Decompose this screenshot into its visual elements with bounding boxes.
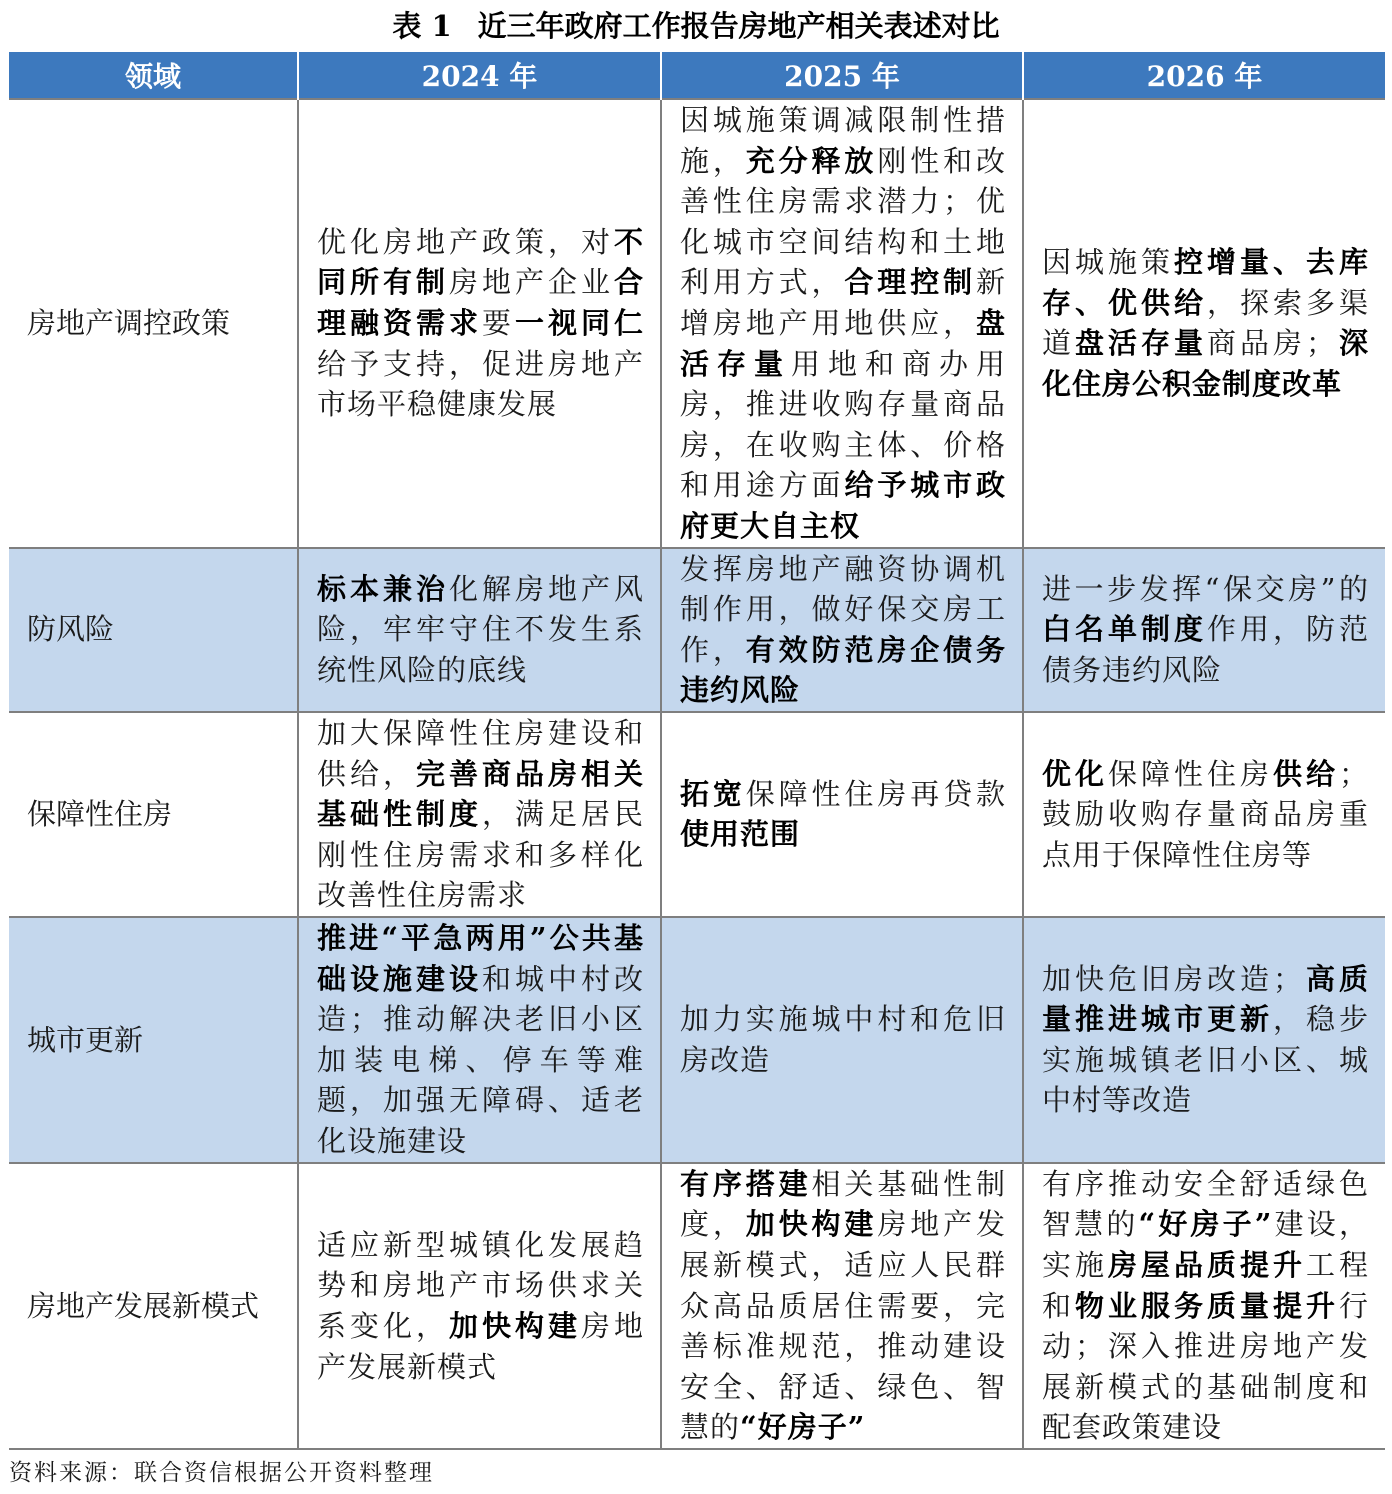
emphasized-text: 标本兼治 — [317, 571, 449, 606]
cell-2024 — [298, 1163, 661, 1449]
cell-2025 — [661, 99, 1023, 548]
cell-text: 保障性住房再贷款 — [745, 776, 1006, 811]
emphasized-text: 拓宽 — [680, 776, 746, 811]
table-title — [0, 4, 1392, 48]
table-row — [9, 548, 1385, 712]
cell-text: ，探索多渠道 — [1042, 285, 1369, 361]
cell-text: ，满足居民刚性住房需求和多样化改善性住房需求 — [317, 797, 644, 913]
cell-2025 — [661, 917, 1023, 1163]
cell-text: 有序推动安全舒适绿色智慧的 — [1042, 1166, 1369, 1242]
emphasized-text: “好房子” — [740, 1410, 866, 1445]
cell-text: 因城施策 — [1042, 245, 1174, 280]
cell-2026 — [1023, 99, 1385, 548]
emphasized-text: 一视同仁 — [514, 305, 644, 340]
emphasized-text: 给予城市政府更大自主权 — [680, 468, 1006, 543]
cell-text: ，稳步实施城镇老旧小区、城中村等改造 — [1042, 1002, 1369, 1118]
cell-2026 — [1023, 548, 1385, 712]
cell-text: 化解房地产风险，牢牢守住不发生系统性风险的底线 — [317, 571, 644, 688]
domain-cell: 房地产发展新模式 — [9, 1163, 298, 1449]
emphasized-text: 房屋品质提升 — [1108, 1248, 1306, 1283]
cell-text: 和城中村改造；推动解决老旧小区加装电梯、停车等难题，加强无障碍、适老化设施建设 — [317, 961, 644, 1159]
domain-cell: 房地产调控政策 — [9, 99, 298, 548]
table-row — [9, 1163, 1385, 1449]
cell-2024 — [298, 917, 661, 1163]
cell-text: 用地和商办用房，推进收购存量商品房，在收购主体、价格和用途方面 — [680, 346, 1006, 503]
header-2024: 2024 年 — [298, 52, 661, 99]
emphasized-text: 盘活存量 — [1075, 326, 1207, 361]
cell-text: 优化房地产政策，对 — [317, 224, 614, 259]
header-row — [9, 52, 1385, 99]
emphasized-text: 充分释放 — [745, 143, 878, 178]
emphasized-text: 高质量推进城市更新 — [1042, 961, 1369, 1037]
cell-text: 加大保障性住房建设和供给， — [317, 715, 644, 791]
cell-2026 — [1023, 1163, 1385, 1449]
cell-2025 — [661, 712, 1023, 917]
table-caption: 近三年政府工作报告房地产相关表述对比 — [477, 9, 1000, 43]
emphasized-text: 深化住房公积金制度改革 — [1042, 326, 1369, 401]
emphasized-text: 合理融资需求 — [317, 265, 644, 340]
domain-cell: 防风险 — [9, 548, 298, 712]
comparison-table — [9, 52, 1385, 1450]
cell-2025 — [661, 548, 1023, 712]
emphasized-text: 有效防范房企债务违约风险 — [680, 632, 1006, 708]
cell-text: 房地产发展新模式，适应人民群众高品质居住需要，完善标准规范，推动建设安全、舒适、绿色、智慧的 — [680, 1207, 1006, 1445]
cell-2024 — [298, 712, 661, 917]
cell-2026 — [1023, 712, 1385, 917]
cell-text: 因城施策调减限制性措施， — [680, 103, 1006, 178]
cell-text: 作用，防范债务违约风险 — [1042, 612, 1369, 688]
source-note: 资料来源：联合资信根据公开资料整理 — [9, 1460, 434, 1486]
emphasized-text: 完善商品房相关基础性制度 — [317, 756, 644, 832]
table-number: 表 1 — [392, 9, 452, 43]
cell-text: 商品房； — [1206, 326, 1336, 361]
header-2025: 2025 年 — [661, 52, 1023, 99]
table-row — [9, 712, 1385, 917]
cell-text: 保障性住房 — [1108, 756, 1273, 791]
emphasized-text: 加快构建 — [745, 1207, 878, 1242]
cell-2025 — [661, 1163, 1023, 1449]
cell-text: 工程和 — [1042, 1248, 1369, 1323]
cell-text: 进一步发挥“保交房”的 — [1042, 571, 1369, 606]
cell-text: 给予支持，促进房地产市场平稳健康发展 — [317, 346, 644, 422]
domain-cell: 保障性住房 — [9, 712, 298, 917]
emphasized-text: 盘活存量 — [680, 305, 1006, 381]
table-row — [9, 99, 1385, 548]
emphasized-text: 合理控制 — [844, 265, 976, 300]
cell-text: 适应新型城镇化发展趋势和房地产市场供求关系变化， — [317, 1227, 644, 1343]
emphasized-text: 有序搭建 — [680, 1166, 812, 1201]
emphasized-text: 控增量、去库存、优供给 — [1042, 245, 1369, 320]
cell-text: 建设，实施 — [1042, 1207, 1369, 1283]
cell-text: 加快危旧房改造； — [1042, 961, 1303, 996]
cell-text: 房地产企业 — [448, 265, 614, 300]
table-row — [9, 917, 1385, 1163]
cell-text: 新增房地产用地供应， — [680, 265, 1006, 340]
cell-text: 要 — [481, 305, 515, 340]
emphasized-text: 白名单制度 — [1042, 612, 1207, 647]
emphasized-text: “好房子” — [1138, 1207, 1273, 1242]
domain-cell: 城市更新 — [9, 917, 298, 1163]
emphasized-text: 优化 — [1042, 756, 1108, 791]
cell-text: 刚性和改善性住房需求潜力；优化城市空间结构和土地利用方式， — [680, 143, 1006, 300]
emphasized-text: 供给 — [1272, 756, 1339, 791]
cell-text: 房地产发展新模式 — [317, 1308, 644, 1384]
emphasized-text: 加快构建 — [448, 1308, 581, 1343]
emphasized-text: 物业服务质量提升 — [1075, 1288, 1339, 1323]
emphasized-text: 不同所有制 — [317, 224, 644, 300]
cell-2026 — [1023, 917, 1385, 1163]
cell-2024 — [298, 99, 661, 548]
header-domain: 领域 — [9, 52, 298, 99]
cell-2024 — [298, 548, 661, 712]
cell-text: 发挥房地产融资协调机制作用，做好保交房工作， — [680, 551, 1006, 667]
emphasized-text: 推进“平急两用”公共基础设施建设 — [317, 921, 644, 996]
header-2026: 2026 年 — [1023, 52, 1385, 99]
cell-text: 行动；深入推进房地产发展新模式的基础制度和配套政策建设 — [1042, 1288, 1369, 1445]
cell-text: ；鼓励收购存量商品房重点用于保障性住房等 — [1042, 756, 1369, 872]
cell-text: 加力实施城中村和危旧房改造 — [680, 1002, 1006, 1077]
cell-text: 相关基础性制度， — [680, 1166, 1006, 1242]
emphasized-text: 使用范围 — [680, 817, 801, 852]
